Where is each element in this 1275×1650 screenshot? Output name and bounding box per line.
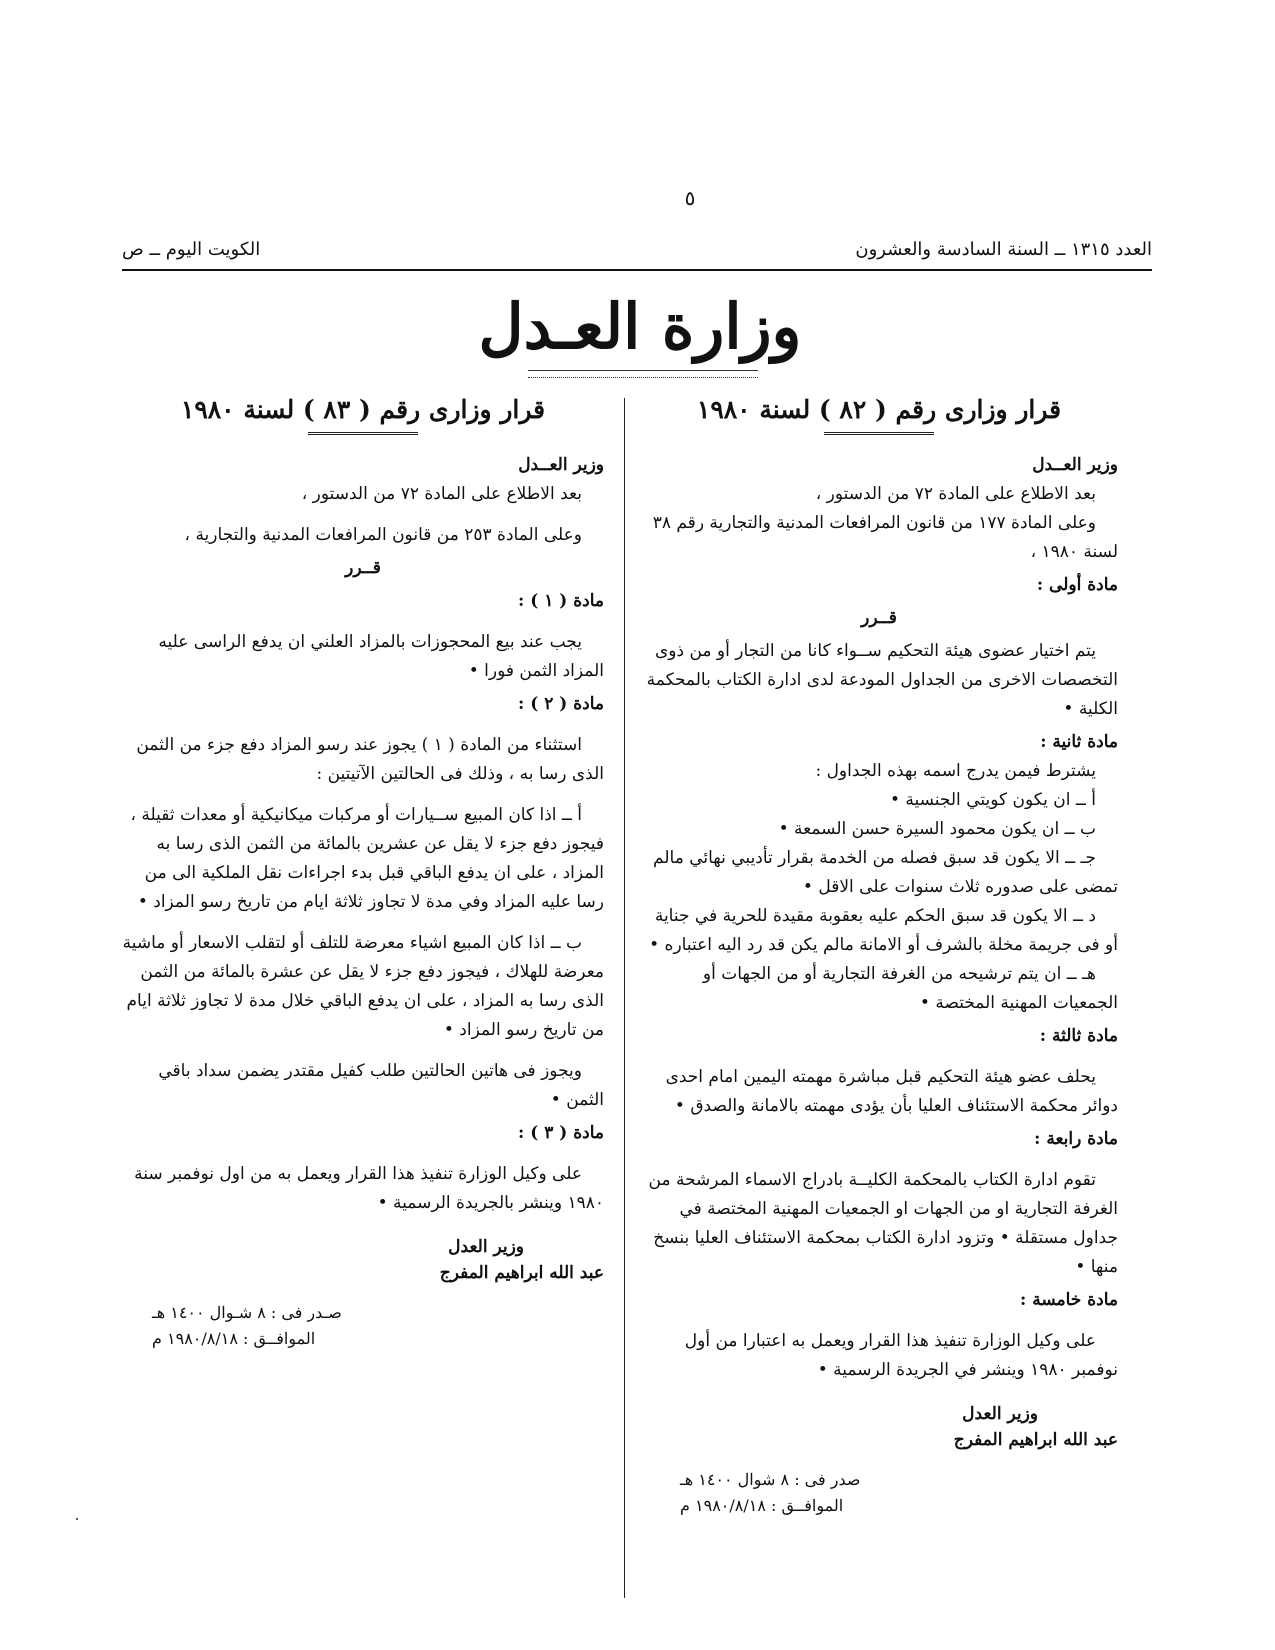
issued-hijri: صـدر فى : ٨ شـوال ١٤٠٠ هـ xyxy=(152,1303,342,1322)
margin-mark xyxy=(76,1518,78,1520)
issued-hijri: صدر فى : ٨ شوال ١٤٠٠ هـ xyxy=(680,1470,861,1489)
article-label: مادة ( ١ ) : xyxy=(518,591,604,611)
decided-heading: قــرر xyxy=(861,608,897,628)
decision-83-title: قرار وزارى رقم ( ٨٣ ) لسنة ١٩٨٠ xyxy=(180,395,546,424)
issued-gregorian: الموافــق : ١٩٨٠/٨/١٨ م xyxy=(152,1329,316,1348)
column-divider xyxy=(624,398,625,1598)
article-label: مادة ( ٣ ) : xyxy=(518,1123,604,1143)
article-text: على وكيل الوزارة تنفيذ هذا القرار ويعمل به من اول نوفمبر سنة ١٩٨٠ وينشر بالجريدة الرسمية • xyxy=(134,1164,604,1213)
signature-block xyxy=(122,1234,604,1286)
minister-heading: وزير العــدل xyxy=(1032,455,1118,475)
condition-item: هـ ــ ان يتم ترشيحه من الغرفة التجارية أو من الجهات أو الجمعيات المهنية المختصة • xyxy=(702,964,1118,1013)
article-text: يجب عند بيع المحجوزات بالمزاد العلني ان يدفع الراسى عليه المزاد الثمن فورا • xyxy=(158,632,604,681)
issued-gregorian: الموافــق : ١٩٨٠/٨/١٨ م xyxy=(680,1496,844,1515)
article-text: يشترط فيمن يدرج اسمه بهذه الجداول : xyxy=(815,761,1096,781)
article-label: مادة ( ٢ ) : xyxy=(518,694,604,714)
guarantee-text: ويجوز فى هاتين الحالتين طلب كفيل مقتدر يضمن سداد باقي الثمن • xyxy=(158,1061,604,1110)
issue-date-block xyxy=(122,1300,604,1352)
article-text: على وكيل الوزارة تنفيذ هذا القرار ويعمل به اعتبارا من أول نوفمبر ١٩٨٠ وينشر في الجريدة الرسمية • xyxy=(684,1331,1118,1380)
case-b-text: ب ــ اذا كان المبيع اشياء معرضة للتلف أو لتقلب الاسعار أو ماشية معرضة للهلاك ، فيجوز دفع جزء لا يقل عن عشرة بالمائة من الثمن الذى رسا به المزاد ، على ان يدفع الباقي خلال مدة لا تجاوز ثلاثة ايام من تاريخ رسو المزاد • xyxy=(122,933,604,1040)
condition-item: د ــ الا يكون قد سبق الحكم عليه بعقوبة مقيدة للحرية في جناية أو فى جريمة مخلة بالشرف أو الامانة مالم يكن قد رد اليه اعتباره • xyxy=(649,906,1118,955)
preamble-line: بعد الاطلاع على المادة ٧٢ من الدستور ، xyxy=(301,484,582,504)
title-underline xyxy=(308,428,418,435)
title-underline xyxy=(824,428,934,435)
signature-title: وزير العدل xyxy=(962,1404,1038,1424)
article-label: مادة رابعة : xyxy=(1034,1129,1118,1149)
signature-name: عبد الله ابراهيم المفرج xyxy=(953,1430,1118,1450)
issue-date-block xyxy=(640,1467,1118,1519)
decision-83-column xyxy=(122,395,604,1352)
preamble-line: وعلى المادة ٢٥٣ من قانون المرافعات المدنية والتجارية ، xyxy=(184,525,582,545)
signature-name: عبد الله ابراهيم المفرج xyxy=(439,1263,604,1283)
article-label: مادة أولى : xyxy=(1036,575,1118,595)
article-text: تقوم ادارة الكتاب بالمحكمة الكليــة بادراج الاسماء المرشحة من الغرفة التجارية او من الجهات او الجمعيات المهنية المختصة في جداول مستقلة • وتزود ادارة الكتاب بمحكمة الاستئناف العليا بنسخ منها • xyxy=(648,1170,1118,1277)
header-rule xyxy=(122,269,1152,271)
ministry-title: وزارة العـدل xyxy=(478,290,802,363)
article-label: مادة ثانية : xyxy=(1040,732,1118,752)
article-text: يتم اختيار عضوى هيئة التحكيم ســواء كانا من التجار أو من ذوى التخصصات الاخرى من الجداول المودعة لدى ادارة الكتاب بالمحكمة الكلية • xyxy=(646,641,1118,719)
signature-title: وزير العدل xyxy=(448,1237,524,1257)
preamble-line: وعلى المادة ١٧٧ من قانون المرافعات المدنية والتجارية رقم ٣٨ لسنة ١٩٨٠ ، xyxy=(652,513,1118,562)
article-label: مادة خامسة : xyxy=(1020,1290,1118,1310)
case-a-text: أ ــ اذا كان المبيع ســيارات أو مركبات ميكانيكية أو معدات ثقيلة ، فيجوز دفع جزء لا يقل عن عشرين بالمائة من الثمن الذى رسا به المزاد ، على ان يدفع الباقي قبل بدء اجراءات نقل الملكية الى من رسا عليه المزاد وفي مدة لا تجاوز ثلاثة ايام من تاريخ رسو المزاد • xyxy=(130,805,604,912)
publication-name: الكويت اليوم ــ ص xyxy=(122,238,261,260)
condition-item: ب ــ ان يكون محمود السيرة حسن السمعة • xyxy=(778,819,1096,839)
condition-item: أ ــ ان يكون كويتي الجنسية • xyxy=(889,790,1096,810)
article-text: يحلف عضو هيئة التحكيم قبل مباشرة مهمته اليمين امام احدى دوائر محكمة الاستئناف العليا بأن يؤدى مهمته بالامانة والصدق • xyxy=(665,1067,1118,1116)
title-ornament xyxy=(528,370,758,378)
page-number: ٥ xyxy=(684,186,696,210)
decision-82-title: قرار وزارى رقم ( ٨٢ ) لسنة ١٩٨٠ xyxy=(696,395,1062,424)
signature-block xyxy=(640,1401,1118,1453)
issue-info: العدد ١٣١٥ ــ السنة السادسة والعشرون xyxy=(855,238,1152,260)
article-label: مادة ثالثة : xyxy=(1039,1026,1118,1046)
minister-heading: وزير العــدل xyxy=(518,455,604,475)
article-text: استثناء من المادة ( ١ ) يجوز عند رسو المزاد دفع جزء من الثمن الذى رسا به ، وذلك فى الحالتين الآتيتين : xyxy=(136,735,604,784)
page-header xyxy=(122,232,1152,266)
decision-82-column xyxy=(640,395,1118,1519)
preamble-line: بعد الاطلاع على المادة ٧٢ من الدستور ، xyxy=(815,484,1096,504)
decided-heading: قــرر xyxy=(345,558,381,578)
condition-item: جـ ــ الا يكون قد سبق فصله من الخدمة بقرار تأديبي نهائي مالم تمضى على صدوره ثلاث سنوات على الاقل • xyxy=(653,848,1118,897)
